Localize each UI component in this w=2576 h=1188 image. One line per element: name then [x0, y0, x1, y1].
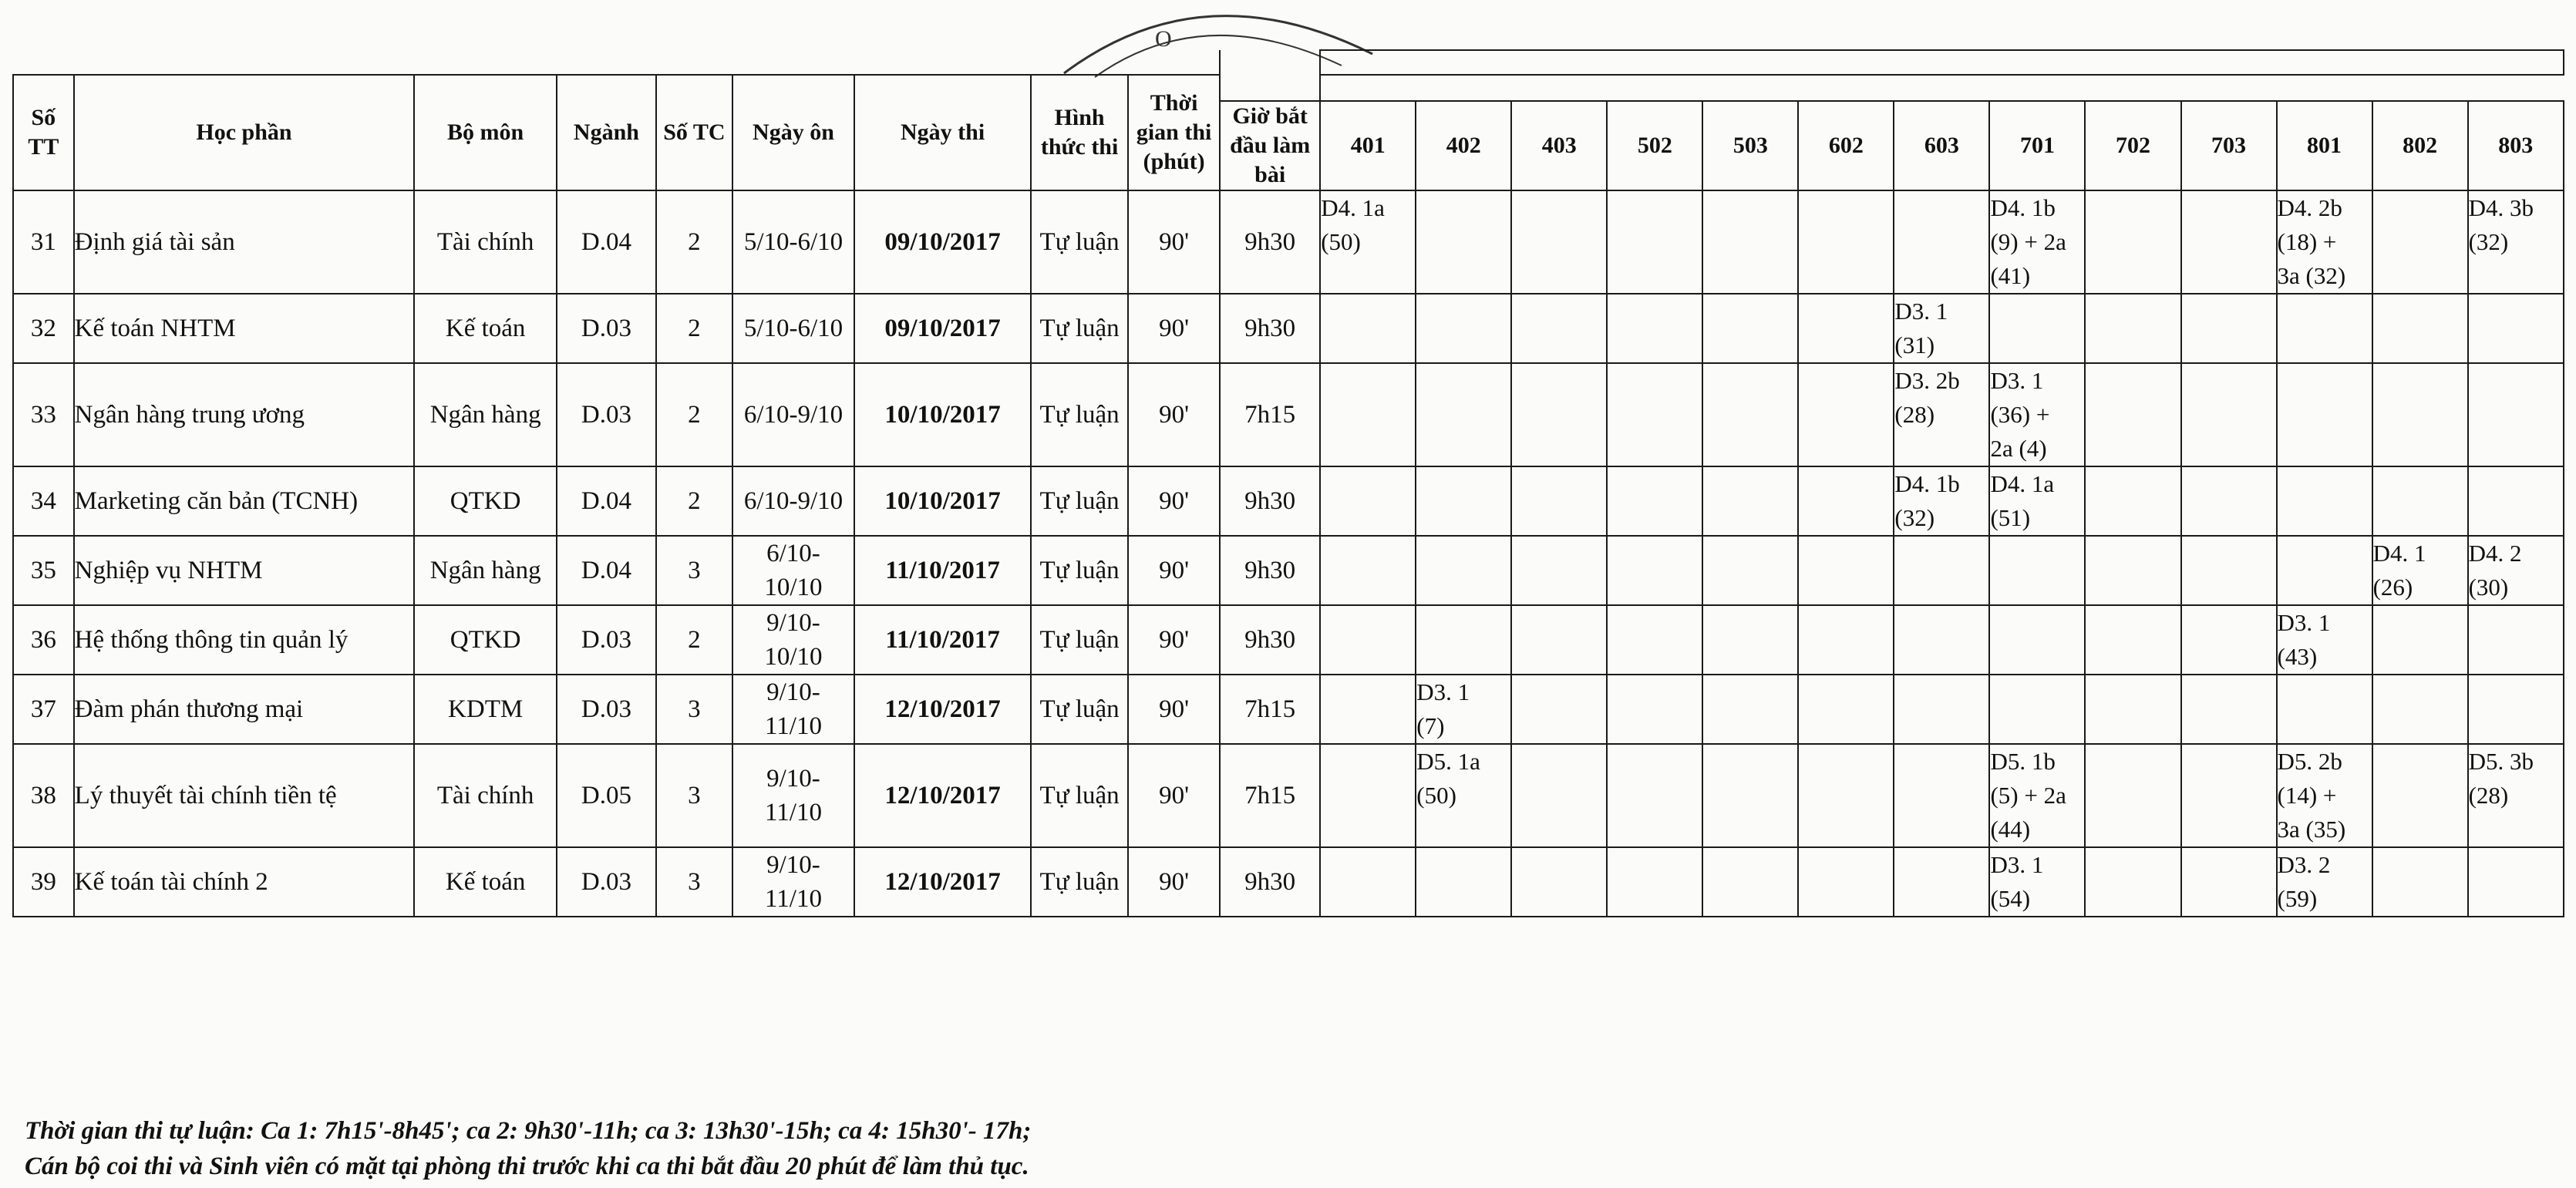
thoi-gian-cell: 90' — [1128, 744, 1220, 847]
room-allocation-401 — [1320, 605, 1416, 675]
room-allocation-801: D5. 2b (14) + 3a (35) — [2277, 744, 2372, 847]
room-allocation-801: D3. 2 (59) — [2277, 847, 2372, 917]
footnote-arrival-note: Cán bộ coi thi và Sinh viên có mặt tại phòng thi trước khi ca thi bắt đầu 20 phút để làm thủ tục. — [25, 1153, 1029, 1180]
hoc-phan-cell: Định giá tài sản — [74, 190, 415, 294]
room-allocation-702 — [2085, 536, 2180, 605]
room-allocation-602 — [1798, 363, 1894, 466]
thoi-gian-cell: 90' — [1128, 536, 1220, 605]
hoc-phan-cell: Kế toán NHTM — [74, 294, 415, 363]
room-allocation-503 — [1702, 675, 1798, 744]
col-header-stt: Số TT — [13, 75, 74, 190]
room-allocation-502 — [1607, 744, 1702, 847]
hinh-thuc-cell: Tự luận — [1031, 294, 1128, 363]
hinh-thuc-cell: Tự luận — [1031, 744, 1128, 847]
room-allocation-603 — [1894, 605, 1989, 675]
room-allocation-703 — [2181, 605, 2277, 675]
room-allocation-502 — [1607, 536, 1702, 605]
nganh-cell: D.03 — [557, 605, 656, 675]
room-allocation-402 — [1416, 536, 1511, 605]
ngay-on-cell: 6/10-9/10 — [732, 363, 854, 466]
ngay-thi-cell: 12/10/2017 — [854, 847, 1031, 917]
room-allocation-703 — [2181, 536, 2277, 605]
gio-cell: 9h30 — [1220, 847, 1320, 917]
room-allocation-402 — [1416, 363, 1511, 466]
col-header-gio-bat-dau: Giờ bắt đầu làm bài — [1220, 101, 1320, 190]
room-allocation-403 — [1511, 847, 1607, 917]
room-allocation-802 — [2372, 675, 2468, 744]
room-allocation-402 — [1416, 605, 1511, 675]
ngay-on-cell: 9/10- 11/10 — [732, 847, 854, 917]
room-allocation-701: D3. 1 (36) + 2a (4) — [1989, 363, 2085, 466]
so-tc-cell: 2 — [656, 363, 732, 466]
nganh-cell: D.04 — [557, 190, 656, 294]
room-allocation-503 — [1702, 536, 1798, 605]
room-allocation-401 — [1320, 675, 1416, 744]
ngay-thi-cell: 12/10/2017 — [854, 675, 1031, 744]
hinh-thuc-cell: Tự luận — [1031, 605, 1128, 675]
nganh-cell: D.04 — [557, 536, 656, 605]
room-allocation-402: D3. 1 (7) — [1416, 675, 1511, 744]
room-allocation-403 — [1511, 466, 1607, 536]
table-row — [13, 744, 2564, 847]
table-row — [13, 605, 2564, 675]
room-allocation-701 — [1989, 294, 2085, 363]
room-allocation-401 — [1320, 536, 1416, 605]
room-allocation-701 — [1989, 536, 2085, 605]
footnotes — [25, 1113, 1031, 1184]
thoi-gian-cell: 90' — [1128, 675, 1220, 744]
room-allocation-702 — [2085, 675, 2180, 744]
room-allocation-803: D4. 2 (30) — [2468, 536, 2564, 605]
stt-cell: 38 — [13, 744, 74, 847]
so-tc-cell: 3 — [656, 744, 732, 847]
thoi-gian-cell: 90' — [1128, 605, 1220, 675]
room-allocation-403 — [1511, 190, 1607, 294]
room-allocation-803 — [2468, 294, 2564, 363]
room-allocation-701 — [1989, 675, 2085, 744]
room-allocation-701: D3. 1 (54) — [1989, 847, 2085, 917]
room-allocation-603 — [1894, 190, 1989, 294]
bo-mon-cell: Kế toán — [414, 294, 557, 363]
gio-cell: 7h15 — [1220, 675, 1320, 744]
so-tc-cell: 3 — [656, 847, 732, 917]
room-allocation-502 — [1607, 847, 1702, 917]
bo-mon-cell: KDTM — [414, 675, 557, 744]
room-allocation-603 — [1894, 675, 1989, 744]
ngay-on-cell: 9/10- 11/10 — [732, 675, 854, 744]
room-allocation-402: D5. 1a (50) — [1416, 744, 1511, 847]
room-allocation-502 — [1607, 675, 1702, 744]
table-row — [13, 363, 2564, 466]
room-allocation-502 — [1607, 466, 1702, 536]
room-allocation-403 — [1511, 744, 1607, 847]
room-allocation-702 — [2085, 466, 2180, 536]
gio-cell: 7h15 — [1220, 744, 1320, 847]
room-allocation-703 — [2181, 466, 2277, 536]
stt-cell: 35 — [13, 536, 74, 605]
room-allocation-802 — [2372, 190, 2468, 294]
stt-cell: 32 — [13, 294, 74, 363]
bo-mon-cell: Ngân hàng — [414, 536, 557, 605]
thoi-gian-cell: 90' — [1128, 363, 1220, 466]
bo-mon-cell: Tài chính — [414, 190, 557, 294]
room-header-802: 802 — [2372, 101, 2468, 190]
hinh-thuc-cell: Tự luận — [1031, 466, 1128, 536]
ngay-thi-cell: 11/10/2017 — [854, 536, 1031, 605]
room-header-403: 403 — [1511, 101, 1607, 190]
ngay-thi-cell: 11/10/2017 — [854, 605, 1031, 675]
col-header-ngay-on: Ngày ôn — [732, 75, 854, 190]
stt-cell: 34 — [13, 466, 74, 536]
so-tc-cell: 2 — [656, 605, 732, 675]
col-header-thoi-gian: Thời gian thi (phút) — [1128, 75, 1220, 190]
room-allocation-701: D4. 1a (51) — [1989, 466, 2085, 536]
room-allocation-502 — [1607, 363, 1702, 466]
header-spacer — [13, 50, 1220, 75]
room-allocation-402 — [1416, 294, 1511, 363]
hoc-phan-cell: Lý thuyết tài chính tiền tệ — [74, 744, 415, 847]
gio-cell: 7h15 — [1220, 363, 1320, 466]
ngay-on-cell: 6/10- 10/10 — [732, 536, 854, 605]
nganh-cell: D.04 — [557, 466, 656, 536]
table-row — [13, 536, 2564, 605]
room-allocation-602 — [1798, 536, 1894, 605]
ngay-thi-cell: 10/10/2017 — [854, 363, 1031, 466]
room-allocation-701 — [1989, 605, 2085, 675]
gio-cell: 9h30 — [1220, 536, 1320, 605]
room-allocation-802 — [2372, 744, 2468, 847]
room-allocation-602 — [1798, 605, 1894, 675]
room-allocation-602 — [1798, 190, 1894, 294]
room-allocation-702 — [2085, 744, 2180, 847]
room-header-801: 801 — [2277, 101, 2372, 190]
room-allocation-603 — [1894, 847, 1989, 917]
ngay-on-cell: 9/10- 10/10 — [732, 605, 854, 675]
room-allocation-702 — [2085, 190, 2180, 294]
stt-cell: 39 — [13, 847, 74, 917]
room-allocation-803 — [2468, 363, 2564, 466]
room-allocation-401 — [1320, 363, 1416, 466]
room-allocation-702 — [2085, 363, 2180, 466]
col-header-hoc-phan: Học phần — [74, 75, 415, 190]
thoi-gian-cell: 90' — [1128, 847, 1220, 917]
room-allocation-703 — [2181, 190, 2277, 294]
hinh-thuc-cell: Tự luận — [1031, 363, 1128, 466]
room-allocation-502 — [1607, 190, 1702, 294]
room-allocation-602 — [1798, 847, 1894, 917]
ngay-on-cell: 5/10-6/10 — [732, 294, 854, 363]
so-tc-cell: 3 — [656, 675, 732, 744]
ngay-thi-cell: 10/10/2017 — [854, 466, 1031, 536]
room-allocation-801: D3. 1 (43) — [2277, 605, 2372, 675]
col-header-nganh: Ngành — [557, 75, 656, 190]
room-allocation-503 — [1702, 190, 1798, 294]
room-allocation-403 — [1511, 605, 1607, 675]
room-allocation-703 — [2181, 847, 2277, 917]
room-allocation-503 — [1702, 847, 1798, 917]
table-row — [13, 675, 2564, 744]
room-allocation-802 — [2372, 363, 2468, 466]
room-allocation-802 — [2372, 466, 2468, 536]
exam-schedule-table — [12, 49, 2564, 917]
bo-mon-cell: Ngân hàng — [414, 363, 557, 466]
hoc-phan-cell: Marketing căn bản (TCNH) — [74, 466, 415, 536]
room-header-filler-left — [1220, 50, 1320, 101]
room-allocation-403 — [1511, 363, 1607, 466]
room-allocation-401 — [1320, 466, 1416, 536]
room-allocation-702 — [2085, 847, 2180, 917]
col-header-so-tc: Số TC — [656, 75, 732, 190]
nganh-cell: D.03 — [557, 363, 656, 466]
room-allocation-401 — [1320, 744, 1416, 847]
room-allocation-503 — [1702, 466, 1798, 536]
room-allocation-402 — [1416, 847, 1511, 917]
room-header-gap — [1320, 75, 2564, 101]
room-header-701: 701 — [1989, 101, 2085, 190]
so-tc-cell: 2 — [656, 466, 732, 536]
room-allocation-602 — [1798, 675, 1894, 744]
so-tc-cell: 2 — [656, 294, 732, 363]
room-header-803: 803 — [2468, 101, 2564, 190]
room-allocation-803 — [2468, 605, 2564, 675]
stt-cell: 31 — [13, 190, 74, 294]
room-allocation-403 — [1511, 675, 1607, 744]
room-allocation-503 — [1702, 605, 1798, 675]
bo-mon-cell: Tài chính — [414, 744, 557, 847]
room-allocation-701: D4. 1b (9) + 2a (41) — [1989, 190, 2085, 294]
room-allocation-801 — [2277, 536, 2372, 605]
hinh-thuc-cell: Tự luận — [1031, 675, 1128, 744]
thoi-gian-cell: 90' — [1128, 190, 1220, 294]
stt-cell: 37 — [13, 675, 74, 744]
room-header-502: 502 — [1607, 101, 1702, 190]
hinh-thuc-cell: Tự luận — [1031, 536, 1128, 605]
room-allocation-401 — [1320, 847, 1416, 917]
hoc-phan-cell: Kế toán tài chính 2 — [74, 847, 415, 917]
room-allocation-803: D4. 3b (32) — [2468, 190, 2564, 294]
room-allocation-801: D4. 2b (18) + 3a (32) — [2277, 190, 2372, 294]
room-allocation-603 — [1894, 744, 1989, 847]
room-allocation-603: D3. 1 (31) — [1894, 294, 1989, 363]
room-allocation-803 — [2468, 675, 2564, 744]
room-allocation-702 — [2085, 605, 2180, 675]
room-allocation-703 — [2181, 675, 2277, 744]
thoi-gian-cell: 90' — [1128, 466, 1220, 536]
room-allocation-603: D4. 1b (32) — [1894, 466, 1989, 536]
ngay-on-cell: 5/10-6/10 — [732, 190, 854, 294]
room-allocation-801 — [2277, 466, 2372, 536]
room-allocation-503 — [1702, 744, 1798, 847]
room-header-603: 603 — [1894, 101, 1989, 190]
so-tc-cell: 2 — [656, 190, 732, 294]
thoi-gian-cell: 90' — [1128, 294, 1220, 363]
room-allocation-802 — [2372, 605, 2468, 675]
room-allocation-403 — [1511, 294, 1607, 363]
room-allocation-503 — [1702, 294, 1798, 363]
room-allocation-402 — [1416, 466, 1511, 536]
room-allocation-402 — [1416, 190, 1511, 294]
gio-cell: 9h30 — [1220, 466, 1320, 536]
ngay-thi-cell: 09/10/2017 — [854, 294, 1031, 363]
room-allocation-702 — [2085, 294, 2180, 363]
room-allocation-701: D5. 1b (5) + 2a (44) — [1989, 744, 2085, 847]
gio-cell: 9h30 — [1220, 605, 1320, 675]
room-allocation-602 — [1798, 294, 1894, 363]
room-allocation-602 — [1798, 466, 1894, 536]
room-allocation-703 — [2181, 363, 2277, 466]
footnote-exam-times: Thời gian thi tự luận: Ca 1: 7h15'-8h45'; ca 2: 9h30'-11h; ca 3: 13h30'-15h; ca 4: 15h30'- 17h; — [25, 1117, 1032, 1145]
room-allocation-503 — [1702, 363, 1798, 466]
col-header-ngay-thi: Ngày thi — [854, 75, 1031, 190]
bo-mon-cell: Kế toán — [414, 847, 557, 917]
table-row — [13, 847, 2564, 917]
room-allocation-801 — [2277, 363, 2372, 466]
nganh-cell: D.03 — [557, 847, 656, 917]
room-allocation-603: D3. 2b (28) — [1894, 363, 1989, 466]
hoc-phan-cell: Đàm phán thương mại — [74, 675, 415, 744]
hinh-thuc-cell: Tự luận — [1031, 847, 1128, 917]
room-header-402: 402 — [1416, 101, 1511, 190]
room-allocation-803 — [2468, 466, 2564, 536]
nganh-cell: D.03 — [557, 675, 656, 744]
room-header-503: 503 — [1702, 101, 1798, 190]
col-header-hinh-thuc: Hình thức thi — [1031, 75, 1128, 190]
ngay-on-cell: 6/10-9/10 — [732, 466, 854, 536]
room-allocation-703 — [2181, 744, 2277, 847]
room-allocation-401 — [1320, 294, 1416, 363]
ngay-thi-cell: 09/10/2017 — [854, 190, 1031, 294]
stt-cell: 33 — [13, 363, 74, 466]
room-header-703: 703 — [2181, 101, 2277, 190]
room-allocation-803 — [2468, 847, 2564, 917]
room-allocation-602 — [1798, 744, 1894, 847]
room-header-602: 602 — [1798, 101, 1894, 190]
nganh-cell: D.03 — [557, 294, 656, 363]
ngay-thi-cell: 12/10/2017 — [854, 744, 1031, 847]
room-allocation-401: D4. 1a (50) — [1320, 190, 1416, 294]
gio-cell: 9h30 — [1220, 190, 1320, 294]
bo-mon-cell: QTKD — [414, 466, 557, 536]
table-row — [13, 190, 2564, 294]
stt-cell: 36 — [13, 605, 74, 675]
table-row — [13, 466, 2564, 536]
room-header-strip — [1320, 50, 2564, 75]
hinh-thuc-cell: Tự luận — [1031, 190, 1128, 294]
col-header-bo-mon: Bộ môn — [414, 75, 557, 190]
gio-cell: 9h30 — [1220, 294, 1320, 363]
room-allocation-801 — [2277, 294, 2372, 363]
room-allocation-802 — [2372, 847, 2468, 917]
hoc-phan-cell: Hệ thống thông tin quản lý — [74, 605, 415, 675]
room-allocation-703 — [2181, 294, 2277, 363]
room-header-401: 401 — [1320, 101, 1416, 190]
hoc-phan-cell: Ngân hàng trung ương — [74, 363, 415, 466]
stamp-letter: O — [1155, 26, 1172, 52]
ngay-on-cell: 9/10- 11/10 — [732, 744, 854, 847]
room-header-702: 702 — [2085, 101, 2180, 190]
bo-mon-cell: QTKD — [414, 605, 557, 675]
room-allocation-801 — [2277, 675, 2372, 744]
hoc-phan-cell: Nghiệp vụ NHTM — [74, 536, 415, 605]
nganh-cell: D.05 — [557, 744, 656, 847]
room-allocation-502 — [1607, 605, 1702, 675]
room-allocation-603 — [1894, 536, 1989, 605]
so-tc-cell: 3 — [656, 536, 732, 605]
room-allocation-803: D5. 3b (28) — [2468, 744, 2564, 847]
room-allocation-802 — [2372, 294, 2468, 363]
room-allocation-802: D4. 1 (26) — [2372, 536, 2468, 605]
room-allocation-403 — [1511, 536, 1607, 605]
table-row — [13, 294, 2564, 363]
room-allocation-502 — [1607, 294, 1702, 363]
